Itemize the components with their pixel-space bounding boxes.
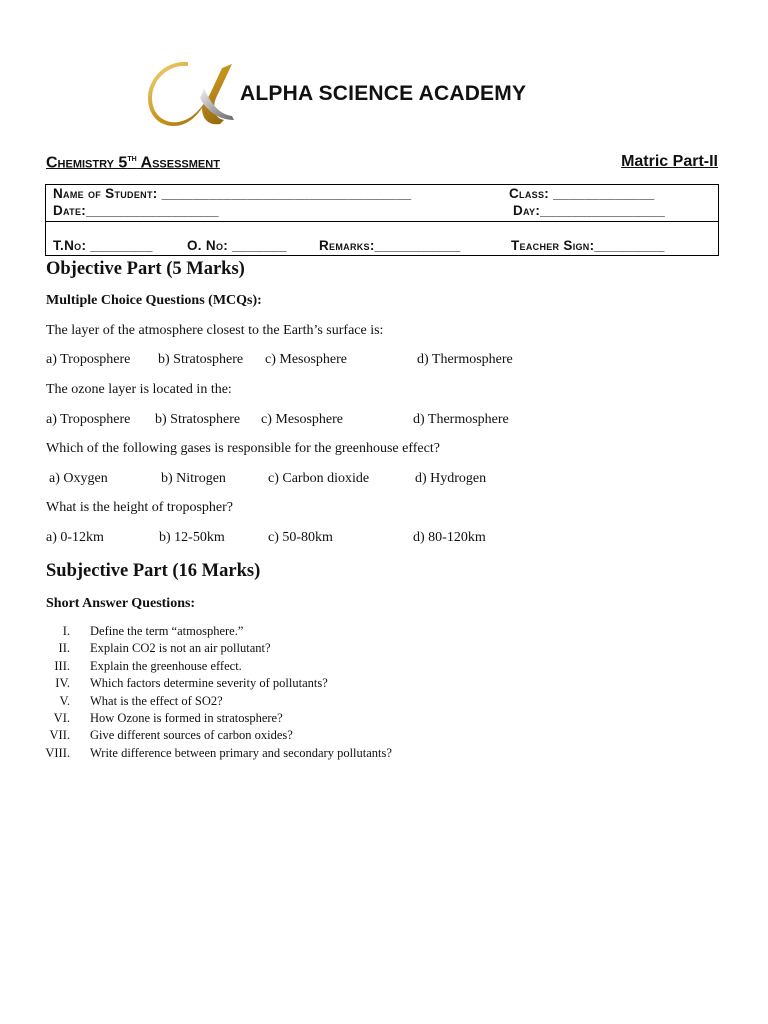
option-d: d) Thermosphere [413,412,509,427]
option-a: a) Troposphere [46,412,131,427]
option-b: b) Stratosphere [155,412,241,427]
option-d: d) Hydrogen [415,471,487,486]
ono-field: O. No: _______ [187,238,287,253]
alpha-logo-icon [148,58,240,128]
objective-title: Objective Part (5 Marks) [46,259,245,279]
mcq-subtitle: Multiple Choice Questions (MCQs): [46,293,262,308]
option-d: d) Thermosphere [417,352,513,367]
option-c: c) Carbon dioxide [268,471,370,486]
remarks-field: Remarks:___________ [319,238,461,253]
mcq-question-2: The ozone layer is located in the: [46,382,232,397]
academy-logo [148,58,240,128]
mcq-question-4: What is the height of tropospher? [46,500,234,515]
option-c: c) Mesosphere [265,352,348,367]
tno-field: T.No: ________ [53,238,153,253]
info-divider [46,221,718,222]
academy-name: ALPHA SCIENCE ACADEMY [240,82,527,105]
student-name-field: Name of Student: ________________________________ [53,186,412,201]
option-c: c) 50-80km [268,530,333,545]
option-b: b) 12-50km [159,530,225,545]
mcq-question-3: Which of the following gases is responsible for the greenhouse effect? [46,441,440,456]
student-info-box [45,184,719,256]
option-c: c) Mesosphere [261,412,344,427]
option-b: b) Nitrogen [161,471,226,486]
option-d: d) 80-120km [413,530,486,545]
short-answer-subtitle: Short Answer Questions: [46,596,196,611]
option-b: b) Stratosphere [158,352,244,367]
mcq-question-1: The layer of the atmosphere closest to the Earth’s surface is: [46,323,384,338]
assessment-title: Chemistry 5th Assessment [46,153,220,172]
subjective-title: Subjective Part (16 Marks) [46,561,261,581]
option-a: a) Oxygen [49,471,108,486]
option-a: a) Troposphere [46,352,131,367]
day-field: Day:________________ [513,203,666,218]
option-a: a) 0-12km [46,530,104,545]
date-field: Date:_________________ [53,203,219,218]
teacher-sign-field: Teacher Sign:_________ [511,238,665,253]
class-field: Class: _____________ [509,186,655,201]
class-level: Matric Part-II [621,153,718,170]
